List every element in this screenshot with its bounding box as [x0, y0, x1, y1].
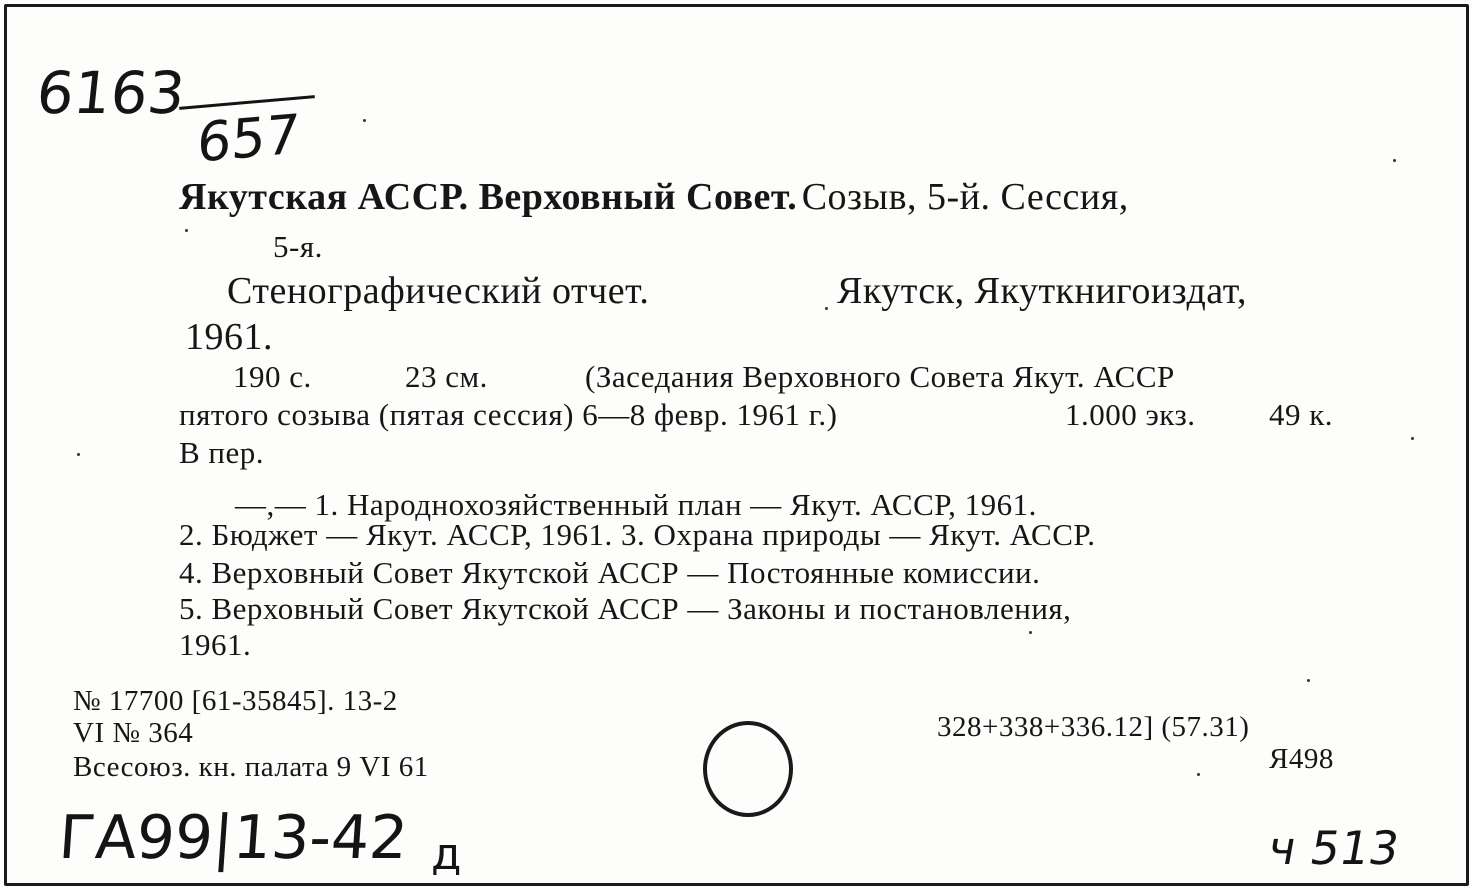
scan-speck [1307, 679, 1310, 682]
subject-line-3: 4. Верховный Совет Якутской АССР — Постоянные комиссии. [179, 555, 1041, 590]
desc-binding: В пер. [179, 435, 265, 470]
heading-bold: Якутская АССР. Верховный Совет. [179, 176, 798, 218]
footer-number: № 17700 [61-35845]. 13-2 [73, 685, 398, 717]
footer-vi-number: VI № 364 [73, 717, 194, 749]
handwritten-top-number: 6163 [33, 59, 189, 127]
heading-continuation: 5-я. [273, 229, 323, 264]
stamp-circle [703, 721, 793, 817]
handwritten-bottom-mark: д [431, 829, 462, 880]
record-place: Якутск, Якуткнигоиздат, [837, 270, 1247, 312]
desc-copies: 1.000 экз. [1065, 397, 1196, 432]
scan-speck [77, 453, 80, 456]
record-title: Стенографический отчет. [227, 270, 650, 312]
footer-chamber: Всесоюз. кн. палата 9 VI 61 [73, 751, 429, 783]
subject-line-1: —,— 1. Народнохозяйственный план — Якут. АССР, 1961. [235, 487, 1037, 522]
subject-line-5: 1961. [179, 627, 252, 662]
record-year: 1961. [185, 316, 273, 358]
subject-line-4: 5. Верховный Совет Якутской АССР — Законы и постановления, [179, 591, 1072, 626]
desc-series-1: (Заседания Верховного Совета Якут. АССР [585, 359, 1175, 394]
catalog-card [4, 4, 1469, 886]
scan-speck [1411, 437, 1414, 440]
heading-rest: Созыв, 5-й. Сессия, [801, 176, 1129, 218]
scan-speck [1029, 631, 1032, 634]
desc-pages: 190 с. [233, 359, 312, 394]
scan-speck [185, 229, 188, 232]
desc-series-2: пятого созыва (пятая сессия) 6—8 февр. 1961 г.) [179, 397, 838, 432]
scan-speck [1393, 159, 1396, 162]
scan-speck [363, 119, 366, 122]
handwritten-bottom-right: ч 513 [1264, 821, 1404, 875]
subject-line-2: 2. Бюджет — Якут. АССР, 1961. 3. Охрана природы — Якут. АССР. [179, 517, 1096, 552]
scan-speck [1197, 773, 1200, 776]
handwritten-bottom-left: ГА99|13-42 [56, 803, 410, 873]
scan-speck [825, 307, 828, 310]
footer-classification: 328+338+336.12] (57.31) [937, 711, 1250, 743]
desc-size: 23 см. [405, 359, 488, 394]
record-heading [179, 175, 1129, 219]
footer-code: Я498 [1269, 743, 1334, 775]
desc-price: 49 к. [1269, 397, 1334, 432]
handwritten-fraction: 657 [195, 102, 302, 175]
